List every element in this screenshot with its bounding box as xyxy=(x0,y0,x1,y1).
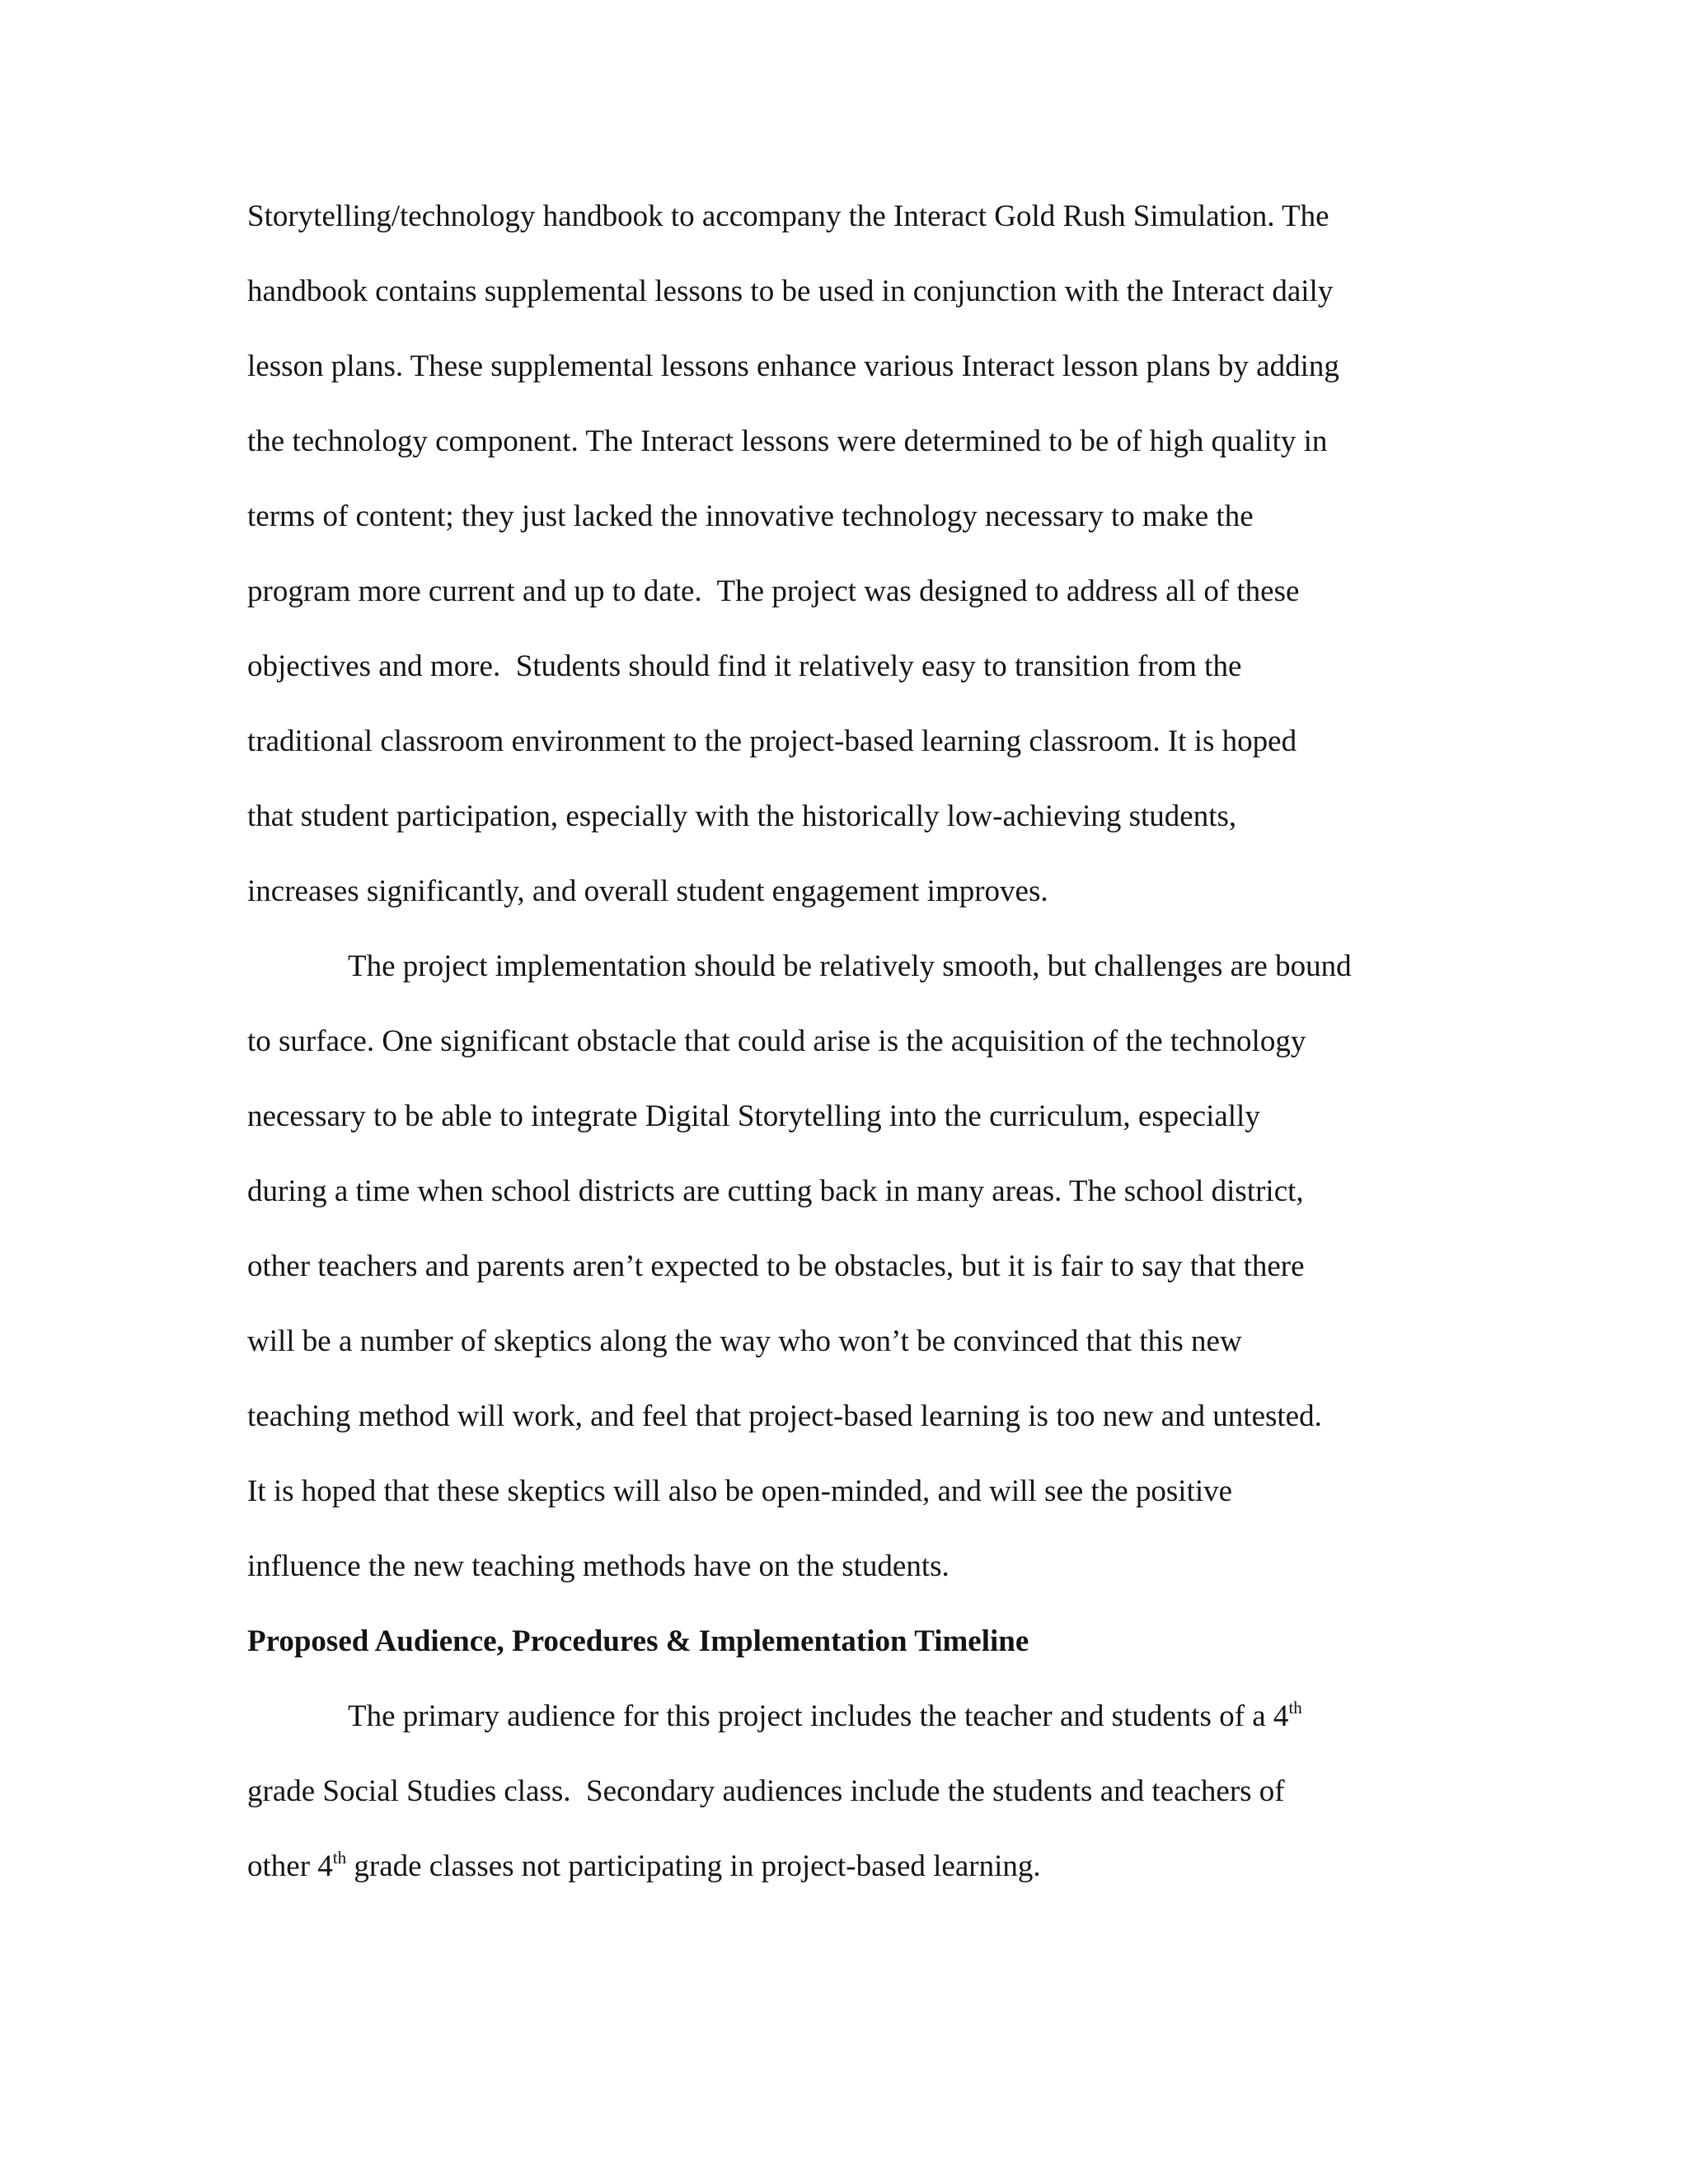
paragraph-1-line-9: that student participation, especially with the historically low-achieving students, xyxy=(247,799,1237,833)
paragraph-2-line-2: to surface. One significant obstacle that could arise is the acquisition of the technology xyxy=(247,1024,1306,1058)
paragraph-1-line-3: lesson plans. These supplemental lessons enhance various Interact lesson plans by adding xyxy=(247,349,1339,383)
paragraph-2-line-6: will be a number of skeptics along the way who won’t be convinced that this new xyxy=(247,1324,1242,1358)
paragraph-1-line-8: traditional classroom environment to the project-based learning classroom. It is hoped xyxy=(247,724,1297,758)
section-heading: Proposed Audience, Procedures & Implementation Timeline xyxy=(247,1624,1029,1658)
paragraph-1-line-6: program more current and up to date. The project was designed to address all of these xyxy=(247,574,1300,608)
paragraph-1-line-4: the technology component. The Interact lessons were determined to be of high quality in xyxy=(247,424,1328,458)
paragraph-3-line-3-post: grade classes not participating in project-based learning. xyxy=(346,1849,1041,1883)
paragraph-3-line-1 xyxy=(348,1692,1302,1741)
paragraph-3-line-3-pre: other 4 xyxy=(247,1849,333,1883)
ordinal-superscript: th xyxy=(1288,1697,1302,1718)
paragraph-1-line-10: increases significantly, and overall student engagement improves. xyxy=(247,874,1048,908)
paragraph-2-line-1: The project implementation should be relatively smooth, but challenges are bound xyxy=(348,949,1352,983)
paragraph-2-line-5: other teachers and parents aren’t expected to be obstacles, but it is fair to say that there xyxy=(247,1249,1305,1283)
paragraph-2-line-9: influence the new teaching methods have on the students. xyxy=(247,1549,950,1583)
paragraph-1-line-7: objectives and more. Students should find it relatively easy to transition from the xyxy=(247,649,1242,683)
paragraph-1-line-2: handbook contains supplemental lessons to be used in conjunction with the Interact daily xyxy=(247,274,1334,308)
ordinal-superscript: th xyxy=(332,1847,347,1868)
paragraph-1-line-5: terms of content; they just lacked the innovative technology necessary to make the xyxy=(247,499,1254,533)
paragraph-2-line-7: teaching method will work, and feel that project-based learning is too new and untested. xyxy=(247,1399,1322,1433)
paragraph-3-line-1-text: The primary audience for this project includes the teacher and students of a 4 xyxy=(348,1699,1289,1733)
paragraph-2-line-4: during a time when school districts are cutting back in many areas. The school district, xyxy=(247,1174,1304,1208)
paragraph-2-line-3: necessary to be able to integrate Digital Storytelling into the curriculum, especially xyxy=(247,1099,1260,1133)
paragraph-3-line-2: grade Social Studies class. Secondary audiences include the students and teachers of xyxy=(247,1774,1285,1808)
paragraph-2-line-8: It is hoped that these skeptics will also be open-minded, and will see the positive xyxy=(247,1474,1233,1508)
paragraph-3-line-3 xyxy=(247,1842,1041,1891)
paragraph-1-line-1: Storytelling/technology handbook to accompany the Interact Gold Rush Simulation. The xyxy=(247,199,1329,233)
